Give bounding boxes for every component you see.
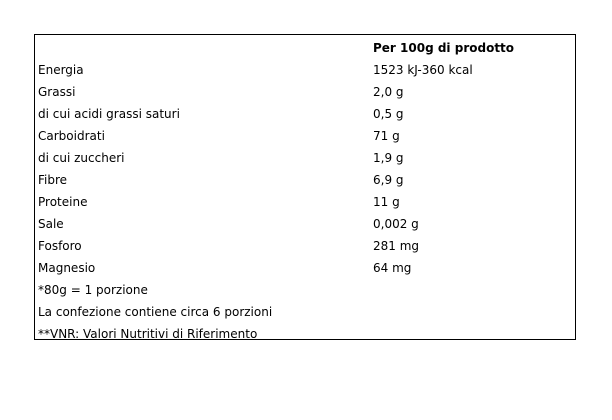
table-header-row	[35, 37, 575, 59]
nutrient-label: Proteine	[38, 195, 88, 209]
nutrient-label: Magnesio	[38, 261, 96, 275]
nutrient-value: 2,0 g	[373, 85, 404, 99]
nutrient-label: di cui acidi grassi saturi	[38, 107, 180, 121]
table-row	[35, 147, 575, 169]
table-row	[35, 59, 575, 81]
nutrient-value: 71 g	[373, 129, 400, 143]
nutrition-table	[34, 34, 576, 340]
footnote-vnr: **VNR: Valori Nutritivi di Riferimento	[38, 327, 258, 341]
nutrient-value: 281 mg	[373, 239, 420, 253]
table-row	[35, 81, 575, 103]
table-row	[35, 213, 575, 235]
footnote-portion: *80g = 1 porzione	[38, 283, 148, 297]
table-row	[35, 191, 575, 213]
table-row	[35, 169, 575, 191]
nutrient-value: 0,5 g	[373, 107, 404, 121]
nutrient-label: di cui zuccheri	[38, 151, 125, 165]
footnote-row	[35, 279, 575, 301]
column-header-per-100g: Per 100g di prodotto	[373, 41, 515, 55]
table-row	[35, 257, 575, 279]
footnote-package: La confezione contiene circa 6 porzioni	[38, 305, 273, 319]
nutrient-label: Fosforo	[38, 239, 82, 253]
nutrient-value: 1,9 g	[373, 151, 404, 165]
nutrient-label: Grassi	[38, 85, 76, 99]
nutrient-value: 0,002 g	[373, 217, 419, 231]
table-row	[35, 103, 575, 125]
footnote-row	[35, 301, 575, 323]
nutrient-value: 64 mg	[373, 261, 412, 275]
nutrient-label: Energia	[38, 63, 84, 77]
nutrient-value: 1523 kJ-360 kcal	[373, 63, 473, 77]
table-row	[35, 235, 575, 257]
nutrient-value: 11 g	[373, 195, 400, 209]
nutrient-label: Carboidrati	[38, 129, 105, 143]
nutrient-value: 6,9 g	[373, 173, 404, 187]
nutrient-label: Sale	[38, 217, 64, 231]
nutrient-label: Fibre	[38, 173, 68, 187]
table-row	[35, 125, 575, 147]
footnote-row	[35, 323, 575, 345]
